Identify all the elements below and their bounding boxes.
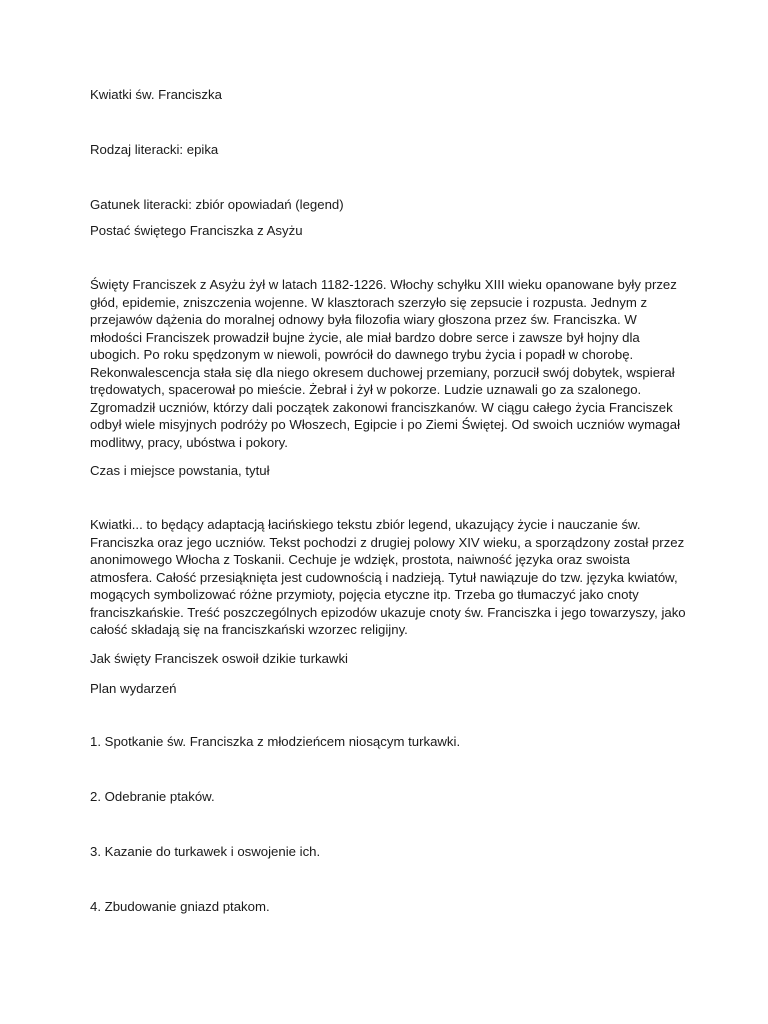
paragraph-line: Zgromadził uczniów, którzy dali początek zakonowi franciszkanów. W ciągu całego życia Franciszek xyxy=(90,399,673,415)
heading-time: Czas i miejsce powstania, tytuł xyxy=(90,463,270,478)
paragraph-line: atmosfera. Całość przesiąknięta jest cudownością i nadzieją. Tytuł nawiązuje do tzw. języka kwiatów, xyxy=(90,569,678,585)
paragraph-line: całość składają się na franciszkański wzorzec religijny. xyxy=(90,622,408,638)
plan-item-1: 1. Spotkanie św. Franciszka z młodzieńcem niosącym turkawki. xyxy=(90,734,461,749)
paragraph-line: Kwiatki... to będący adaptacją łacińskiego tekstu zbiór legend, ukazujący życie i nauczanie św. xyxy=(90,517,641,532)
paragraph-line: trędowatych, spacerował po mieście. Żebrał i żył w pokorze. Ludzie uznawali go za szalonego. xyxy=(90,382,642,398)
paragraph-line: Rekonwalescencja stała się dla niego okresem duchowej przemiany, porzucił swój dobytek, wspierał xyxy=(90,364,675,380)
document-title: Kwiatki św. Franciszka xyxy=(90,87,222,102)
paragraph-line: mogących symbolizować różne przymioty, pojęcia etyczne itp. Trzeba go tłumaczyć jako cnoty xyxy=(90,587,639,603)
heading-figure: Postać świętego Franciszka z Asyżu xyxy=(90,223,303,238)
paragraph-line: anonimowego Włocha z Toskanii. Cechuje je wdzięk, prostota, naiwność języka oraz swoista xyxy=(90,552,630,568)
paragraph-figure xyxy=(90,276,690,451)
paragraph-time xyxy=(90,516,690,639)
paragraph-line: modlitwy, pracy, ubóstwa i pokory. xyxy=(90,434,288,450)
paragraph-line: Święty Franciszek z Asyżu żył w latach 1182-1226. Włochy schyłku XIII wieku opanowane były przez xyxy=(90,277,677,292)
plan-item-2: 2. Odebranie ptaków. xyxy=(90,789,215,804)
plan-item-4: 4. Zbudowanie gniazd ptakom. xyxy=(90,899,270,914)
heading-story: Jak święty Franciszek oswoił dzikie turkawki xyxy=(90,651,348,666)
heading-plan: Plan wydarzeń xyxy=(90,681,177,696)
paragraph-line: odbył wiele misyjnych podróży po Włoszech, Egipcie i po Ziemi Świętej. Od swoich uczniów wymagał xyxy=(90,417,681,433)
paragraph-line: Franciszka oraz jego uczniów. Tekst pochodzi z drugiej polowy XIV wieku, a sporządzony został przez xyxy=(90,534,685,550)
paragraph-line: ubogich. Po roku spędzonym w niewoli, powrócił do dawnego trybu życia i popadł w chorobę. xyxy=(90,347,634,363)
paragraph-line: przejawów dążenia do moralnej odnowy była filozofia wiary głoszona przez św. Franciszka. W xyxy=(90,312,637,328)
plan-item-3: 3. Kazanie do turkawek i oswojenie ich. xyxy=(90,844,321,859)
paragraph-line: młodości Franciszek prowadził bujne życie, ale miał bardzo dobre serce i zawsze był hojny dla xyxy=(90,329,640,345)
genre-kind-line: Rodzaj literacki: epika xyxy=(90,142,219,157)
paragraph-line: franciszkańskie. Treść poszczególnych epizodów ukazuje cnoty św. Franciszka i jego towarzyszy, jako xyxy=(90,604,686,620)
paragraph-line: głód, epidemie, zniszczenia wojenne. W klasztorach szerzyło się zepsucie i rozpusta. Jednym z xyxy=(90,294,648,310)
genre-line: Gatunek literacki: zbiór opowiadań (legend) xyxy=(90,197,344,212)
